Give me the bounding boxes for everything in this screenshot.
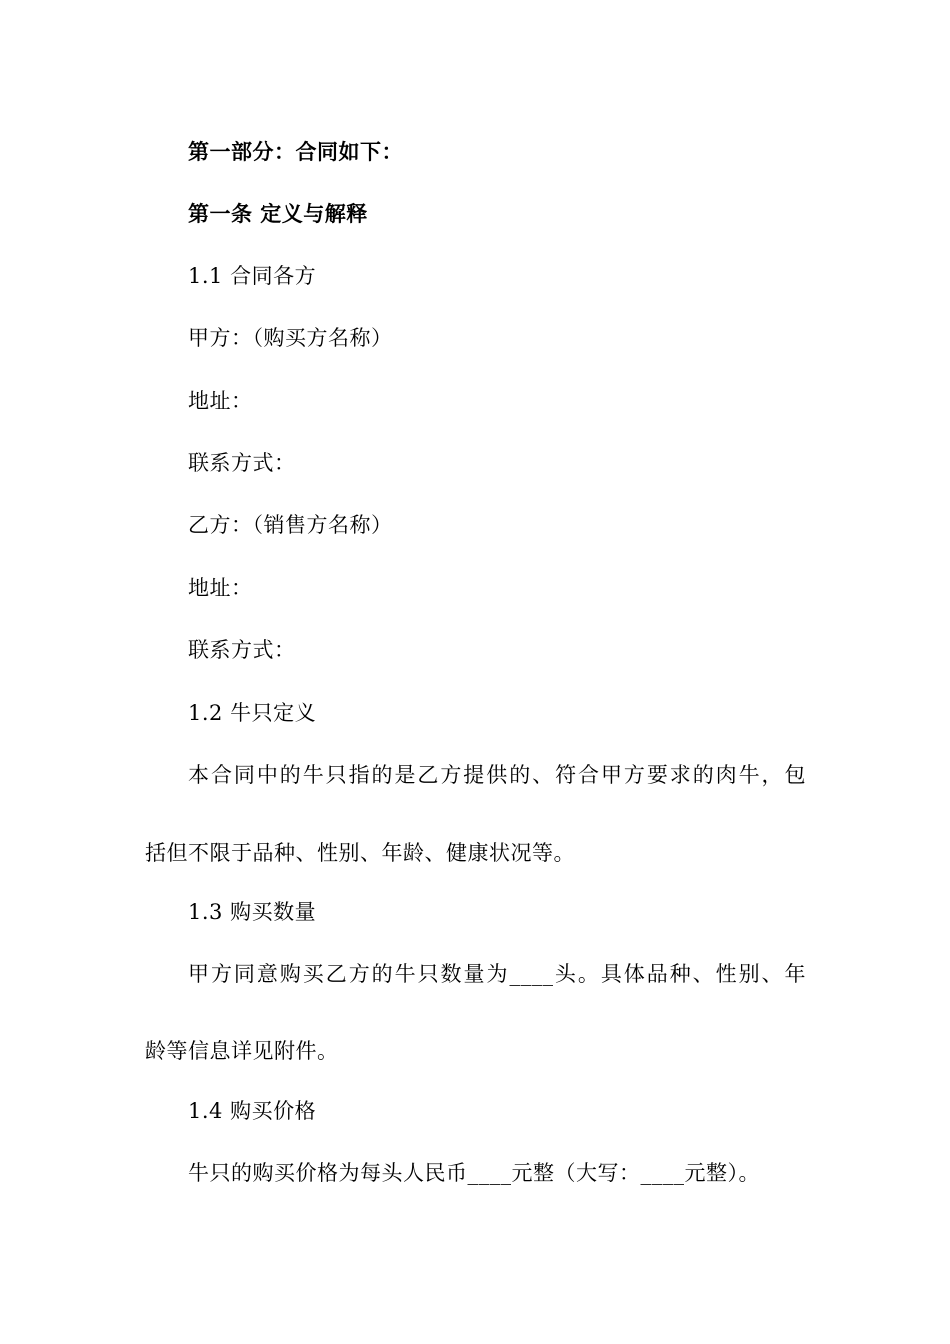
party-a-address: 地址： (188, 389, 253, 413)
section-1-2-heading: 1.2 牛只定义 (188, 701, 317, 725)
section-1-4-paragraph-line-1: 牛只的购买价格为每头人民币____元整（大写：____元整）。 (188, 1161, 760, 1185)
article-heading: 第一条 定义与解释 (188, 202, 368, 226)
section-1-2-paragraph-line-1: 本合同中的牛只指的是乙方提供的、符合甲方要求的肉牛，包 (188, 763, 806, 787)
party-a-contact: 联系方式： (188, 451, 296, 475)
party-a-name: 甲方：（购买方名称） (188, 326, 393, 350)
party-b-name: 乙方：（销售方名称） (188, 513, 393, 537)
section-1-3-heading: 1.3 购买数量 (188, 900, 317, 924)
section-1-3-paragraph-line-1: 甲方同意购买乙方的牛只数量为____头。具体品种、性别、年 (188, 962, 806, 986)
section-1-2-paragraph-line-2: 括但不限于品种、性别、年龄、健康状况等。 (145, 841, 575, 865)
part-heading: 第一部分：合同如下： (188, 140, 403, 164)
section-1-4-heading: 1.4 购买价格 (188, 1099, 317, 1123)
section-1-1-heading: 1.1 合同各方 (188, 264, 317, 288)
party-b-contact: 联系方式： (188, 638, 296, 662)
party-b-address: 地址： (188, 576, 253, 600)
section-1-3-paragraph-line-2: 龄等信息详见附件。 (145, 1039, 339, 1063)
